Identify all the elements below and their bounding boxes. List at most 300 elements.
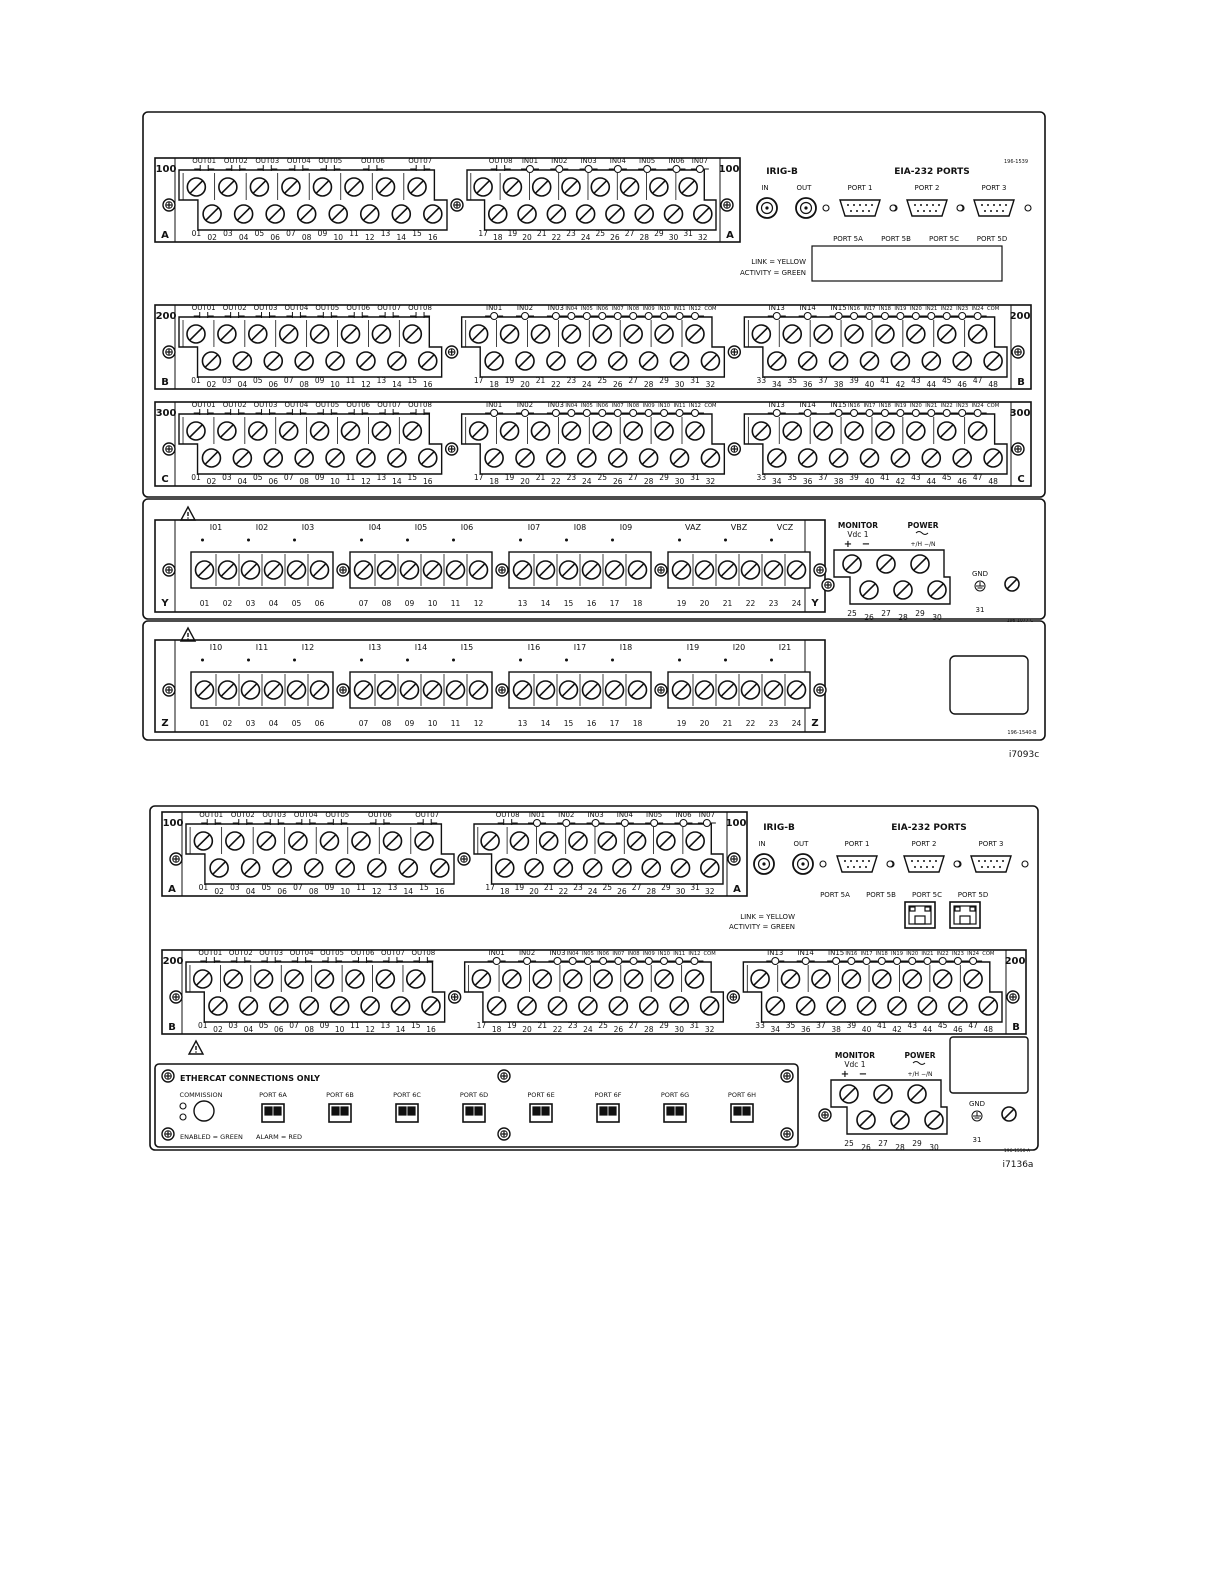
monitor-sub: Vdc 1	[844, 1060, 866, 1069]
terminal-screw	[578, 352, 596, 370]
terminal-number: 27	[881, 609, 891, 618]
terminal-screw	[577, 205, 595, 223]
terminal-label: IN02	[558, 811, 575, 819]
terminal-screw	[501, 325, 519, 343]
terminal-number: 19	[514, 883, 525, 892]
terminal-number: 12	[473, 719, 484, 728]
terminal-label: IN05	[580, 403, 593, 409]
terminal-screw	[719, 561, 737, 579]
alarm-led	[180, 1114, 186, 1120]
fiber-jack	[332, 1107, 339, 1115]
fiber-jack	[408, 1107, 415, 1115]
terminal-label: OUT08	[411, 949, 436, 957]
terminal-number: 06	[314, 599, 325, 608]
slot-label: 100	[155, 164, 177, 175]
terminal-label: IN02	[516, 401, 534, 409]
terminal-number: 09	[319, 1021, 330, 1030]
terminal-screw	[250, 178, 268, 196]
terminal-label: IN11	[673, 306, 686, 312]
terminal-screw	[401, 561, 419, 579]
gnd-label: GND	[968, 1100, 986, 1108]
terminal-screw	[361, 205, 379, 223]
terminal-number: 16	[428, 233, 438, 242]
terminal-screw	[640, 352, 658, 370]
terminal-label: I17	[573, 643, 587, 652]
terminal-label: I13	[368, 643, 382, 652]
dsub-pin	[929, 210, 931, 212]
terminal-number: 22	[551, 380, 561, 389]
terminal-label: IN09	[642, 306, 655, 312]
port-led	[820, 861, 826, 867]
terminal-number: 20	[699, 719, 710, 728]
terminal-label: OUT02	[222, 304, 247, 312]
input-circle	[833, 958, 840, 965]
terminal-number: 47	[968, 1021, 978, 1030]
input-circle	[959, 313, 966, 320]
terminal-label: IN22	[940, 306, 953, 312]
terminal-screw	[593, 325, 611, 343]
terminal-number: 08	[301, 233, 312, 242]
terminal-screw	[407, 970, 425, 988]
terminal-label: IN16	[848, 403, 861, 409]
terminal-number: 33	[756, 473, 767, 482]
terminal-label: IN01	[486, 401, 503, 409]
terminal-number: 39	[849, 473, 859, 482]
terminal-label: IN07	[612, 951, 625, 957]
input-circle	[804, 410, 811, 417]
terminal-label: IN08	[627, 306, 640, 312]
terminal-screw	[696, 561, 714, 579]
terminal-screw	[424, 561, 442, 579]
terminal-screw	[701, 859, 719, 877]
terminal-number: 29	[659, 473, 669, 482]
terminal-screw	[311, 681, 329, 699]
terminal-screw	[298, 205, 316, 223]
terminal-number: 32	[705, 887, 715, 896]
terminal-screw	[345, 178, 363, 196]
terminal-number: 01	[191, 229, 202, 238]
terminal-screw	[876, 325, 894, 343]
input-circle	[661, 410, 668, 417]
fiber-jack	[676, 1107, 683, 1115]
terminal-screw	[485, 352, 503, 370]
terminal-screw	[686, 422, 704, 440]
terminal-screw	[922, 352, 940, 370]
terminal-screw	[830, 352, 848, 370]
terminal-number: 38	[833, 477, 844, 486]
terminal-screw	[265, 561, 283, 579]
mounting-screw-icon	[446, 346, 458, 358]
terminal-screw	[392, 205, 410, 223]
terminal-screw	[376, 970, 394, 988]
terminal-label: IN13	[768, 304, 785, 312]
power-sub: +/H −/N	[907, 1071, 933, 1078]
rj45-led	[910, 907, 915, 911]
terminal-label: COM	[987, 306, 1000, 312]
input-circle	[924, 958, 931, 965]
terminal-screw	[401, 681, 419, 699]
terminal-number: 25	[598, 1021, 608, 1030]
terminal-screw	[922, 449, 940, 467]
input-circle	[533, 820, 540, 827]
terminal-number: 19	[507, 229, 518, 238]
input-circle	[848, 958, 855, 965]
terminal-block	[467, 170, 716, 230]
board-100	[162, 811, 747, 896]
ethercat-port-icon	[463, 1104, 485, 1122]
terminal-screw	[650, 178, 668, 196]
mounting-screw-icon	[814, 684, 826, 696]
mounting-screw-icon	[163, 199, 175, 211]
terminal-label: IN03	[587, 811, 604, 819]
input-circle	[615, 958, 622, 965]
terminal-label: COM	[987, 403, 1000, 409]
input-circle	[676, 410, 683, 417]
enabled-legend: ENABLED = GREEN	[180, 1133, 243, 1141]
terminal-number: 18	[492, 233, 503, 242]
terminal-number: 34	[772, 477, 782, 486]
input-circle	[630, 313, 637, 320]
terminal-number: 40	[861, 1025, 872, 1034]
terminal-label: OUT01	[192, 157, 217, 165]
comm-ports-area	[740, 167, 1031, 281]
terminal-label: IN24	[971, 403, 984, 409]
terminal-screw	[368, 859, 386, 877]
terminal-block	[350, 552, 492, 588]
terminal-screw	[827, 997, 845, 1015]
terminal-number: 12	[365, 1025, 375, 1034]
port-led	[1022, 861, 1028, 867]
terminal-block	[509, 672, 651, 708]
terminal-screw	[533, 970, 551, 988]
terminal-number: 01	[197, 1021, 208, 1030]
terminal-number: 17	[478, 229, 488, 238]
terminal-number: 19	[676, 599, 687, 608]
terminal-number: 01	[199, 719, 210, 728]
minus-sign: −	[861, 539, 871, 550]
fiber-jack	[341, 1107, 348, 1115]
terminal-screw	[842, 970, 860, 988]
terminal-number: 07	[358, 719, 369, 728]
ethercat-port-icon	[396, 1104, 418, 1122]
terminal-block	[668, 672, 810, 708]
fiber-jack	[609, 1107, 616, 1115]
terminal-number: 44	[926, 477, 937, 486]
terminal-screw	[701, 997, 719, 1015]
terminal-number: 20	[522, 233, 532, 242]
terminal-screw	[219, 178, 237, 196]
terminal-label: IN07	[698, 811, 715, 819]
terminal-screw	[537, 681, 555, 699]
terminal-label: IN09	[642, 951, 655, 957]
input-circle	[970, 958, 977, 965]
terminal-screw	[202, 352, 220, 370]
terminal-label: IN03	[580, 157, 597, 165]
terminal-screw	[516, 449, 534, 467]
terminal-screw	[257, 832, 275, 850]
port-led	[887, 861, 893, 867]
dsub-pin	[926, 866, 928, 868]
power-terminal-area	[822, 521, 1033, 624]
terminal-label: OUT01	[198, 949, 223, 957]
terminal-number: 10	[340, 887, 350, 896]
input-circle	[863, 958, 870, 965]
terminal-screw	[624, 422, 642, 440]
terminal-screw	[857, 1111, 875, 1129]
terminal-number: 04	[245, 887, 256, 896]
terminal-screw	[742, 681, 760, 699]
dsub-pin	[932, 866, 934, 868]
terminal-label: IN12	[688, 306, 701, 312]
terminal-number: 13	[517, 719, 528, 728]
terminal-screw	[378, 681, 396, 699]
dsub-pin	[862, 210, 864, 212]
terminal-label: IN21	[925, 403, 938, 409]
terminal-label: IN20	[909, 403, 922, 409]
terminal-screw	[320, 832, 338, 850]
terminal-label: OUT02	[223, 157, 248, 165]
activity-legend: ACTIVITY = GREEN	[740, 269, 806, 277]
bnc-pin	[765, 206, 768, 209]
terminal-number: 03	[245, 719, 256, 728]
mounting-screw-icon	[655, 684, 667, 696]
terminal-screw	[591, 178, 609, 196]
dsub-pin	[926, 204, 928, 206]
ethercat-title: ETHERCAT CONNECTIONS ONLY	[180, 1074, 320, 1083]
input-circle	[524, 958, 531, 965]
terminal-label: OUT06	[346, 401, 371, 409]
terminal-label: OUT02	[230, 811, 255, 819]
terminal-label: IN01	[521, 157, 539, 165]
irig-in-label: IN	[761, 184, 769, 192]
terminal-label: I03	[301, 523, 315, 532]
terminal-number: 15	[412, 229, 422, 238]
input-circle	[773, 313, 780, 320]
terminal-label: OUT06	[346, 304, 371, 312]
terminal-number: 42	[895, 477, 906, 486]
terminal-number: 18	[489, 477, 499, 486]
terminal-screw	[888, 997, 906, 1015]
terminal-number: 23	[566, 229, 576, 238]
terminal-label: IN10	[658, 403, 671, 409]
terminal-number: 07	[283, 376, 294, 385]
mounting-screw-icon	[721, 199, 733, 211]
input-circle	[897, 313, 904, 320]
terminal-number: 40	[864, 380, 875, 389]
terminal-number: 14	[403, 887, 414, 896]
dsub-pin	[856, 860, 858, 862]
irig-in-bnc-icon	[757, 198, 777, 218]
terminal-number: 01	[198, 883, 209, 892]
terminal-number: 03	[245, 599, 256, 608]
terminal-number: 44	[926, 380, 937, 389]
dsub-pin	[844, 860, 846, 862]
terminal-number: 03	[222, 473, 232, 482]
mounting-screw-icon	[814, 564, 826, 576]
polarity-dot	[201, 659, 204, 662]
terminal-screw	[969, 422, 987, 440]
serial-port-label: PORT 3	[978, 840, 1004, 848]
dsub-pin	[987, 204, 989, 206]
terminal-screw	[594, 970, 612, 988]
terminal-number: 02	[222, 719, 233, 728]
terminal-screw	[210, 859, 228, 877]
terminal-number: 24	[791, 719, 802, 728]
monitor-title: MONITOR	[834, 1051, 876, 1060]
terminal-screw	[392, 997, 410, 1015]
terminal-screw	[765, 561, 783, 579]
terminal-screw	[194, 832, 212, 850]
terminal-number: 21	[536, 229, 547, 238]
terminal-number: 15	[419, 883, 429, 892]
terminal-number: 08	[299, 477, 309, 486]
terminal-number: 07	[293, 883, 303, 892]
input-circle	[568, 410, 575, 417]
ac-symbol-icon	[913, 1062, 925, 1065]
terminal-label: OUT07	[377, 401, 402, 409]
terminal-screw	[424, 205, 442, 223]
ethernet-port-5c-icon	[905, 902, 935, 928]
terminal-number: 29	[654, 229, 664, 238]
terminal-number: 09	[404, 719, 415, 728]
row-label: B	[168, 1022, 176, 1033]
mounting-screw-icon	[170, 991, 182, 1003]
ethernet-port-label: PORT 5D	[976, 235, 1008, 243]
terminal-screw	[342, 422, 360, 440]
terminal-number: 29	[659, 1021, 669, 1030]
terminal-number: 02	[213, 1025, 223, 1034]
ethercat-port-label: PORT 6D	[459, 1091, 489, 1099]
mounting-screw-icon	[496, 564, 508, 576]
terminal-screw	[548, 997, 566, 1015]
terminal-number: 34	[770, 1025, 781, 1034]
terminal-number: 09	[404, 599, 415, 608]
terminal-number: 30	[674, 380, 685, 389]
terminal-number: 06	[268, 477, 279, 486]
terminal-number: 05	[261, 883, 272, 892]
terminal-label: OUT05	[318, 157, 343, 165]
terminal-screw	[295, 449, 313, 467]
terminal-screw	[938, 325, 956, 343]
dsub-shell	[837, 856, 877, 872]
terminal-number: 06	[268, 380, 279, 389]
input-circle	[614, 313, 621, 320]
terminal-number: 37	[816, 1021, 826, 1030]
dsub-pin	[987, 866, 989, 868]
terminal-number: 11	[356, 883, 366, 892]
terminal-number: 25	[847, 609, 857, 618]
terminal-screw	[671, 449, 689, 467]
terminal-label: IN06	[597, 951, 610, 957]
input-circle	[614, 166, 621, 173]
ethernet-port-5d-icon	[950, 902, 980, 928]
terminal-number: 02	[206, 477, 217, 486]
terminal-screw	[525, 859, 543, 877]
terminal-number: 24	[583, 1025, 593, 1034]
terminal-label: IN04	[616, 811, 633, 819]
terminal-number: 19	[504, 376, 515, 385]
mounting-screw-icon	[449, 991, 461, 1003]
dsub-pin	[868, 210, 870, 212]
serial-port-connector-icon	[837, 856, 877, 872]
terminal-block	[186, 962, 445, 1022]
terminal-screw	[388, 449, 406, 467]
terminal-number: 09	[324, 883, 335, 892]
terminal-screw	[399, 859, 417, 877]
mounting-screw-icon	[162, 1070, 174, 1082]
terminal-number: 15	[407, 473, 418, 482]
terminal-screw	[372, 422, 390, 440]
port-led	[957, 205, 963, 211]
dsub-pin	[996, 210, 998, 212]
terminal-screw	[540, 832, 558, 850]
terminal-screw	[470, 325, 488, 343]
terminal-block	[744, 317, 1007, 377]
input-circle	[552, 410, 559, 417]
terminal-label: I11	[255, 643, 269, 652]
terminal-label: IN24	[971, 306, 984, 312]
terminal-number: 20	[529, 887, 539, 896]
terminal-number: 05	[253, 376, 263, 385]
terminal-number: 14	[396, 233, 407, 242]
terminal-number: 27	[631, 883, 642, 892]
terminal-screw	[422, 997, 440, 1015]
terminal-screw	[547, 449, 565, 467]
terminal-label: IN23	[956, 403, 969, 409]
terminal-label: IN23	[951, 951, 964, 957]
input-circle	[584, 958, 591, 965]
ethernet-port-label: PORT 5C	[912, 891, 942, 899]
terminal-label: OUT06	[360, 157, 385, 165]
input-circle	[522, 313, 529, 320]
terminal-screw	[474, 178, 492, 196]
serial-port-label: PORT 1	[844, 840, 870, 848]
terminal-screw	[891, 1111, 909, 1129]
polarity-dot	[519, 539, 522, 542]
terminal-screw	[765, 681, 783, 699]
terminal-number: 35	[785, 1021, 796, 1030]
terminal-screw	[701, 449, 719, 467]
terminal-number: 38	[831, 1025, 841, 1034]
terminal-screw	[265, 681, 283, 699]
terminal-screw	[218, 325, 236, 343]
terminal-number: 12	[371, 887, 382, 896]
dsub-pin	[859, 204, 861, 206]
serial-port-label: PORT 2	[914, 184, 940, 192]
terminal-screw	[625, 970, 643, 988]
terminal-screw	[894, 581, 912, 599]
row-label: Z	[811, 718, 819, 729]
terminal-screw	[609, 449, 627, 467]
dsub-pin	[935, 860, 937, 862]
terminal-label: OUT07	[381, 949, 405, 957]
polarity-dot	[724, 659, 727, 662]
terminal-number: 14	[392, 477, 402, 486]
mounting-screw-icon	[728, 853, 740, 865]
dsub-pin	[911, 860, 913, 862]
terminal-number: 26	[613, 1025, 624, 1034]
terminal-number: 13	[376, 376, 387, 385]
terminal-screw	[219, 561, 237, 579]
figure-id: i7136a	[1002, 1160, 1034, 1170]
terminal-screw	[447, 681, 465, 699]
dsub-pin	[938, 204, 940, 206]
ethernet-port-label: PORT 5A	[833, 235, 863, 243]
terminal-label: OUT02	[222, 401, 247, 409]
terminal-screw	[673, 561, 691, 579]
terminal-label: OUT04	[284, 401, 309, 409]
terminal-number: 31	[683, 229, 693, 238]
